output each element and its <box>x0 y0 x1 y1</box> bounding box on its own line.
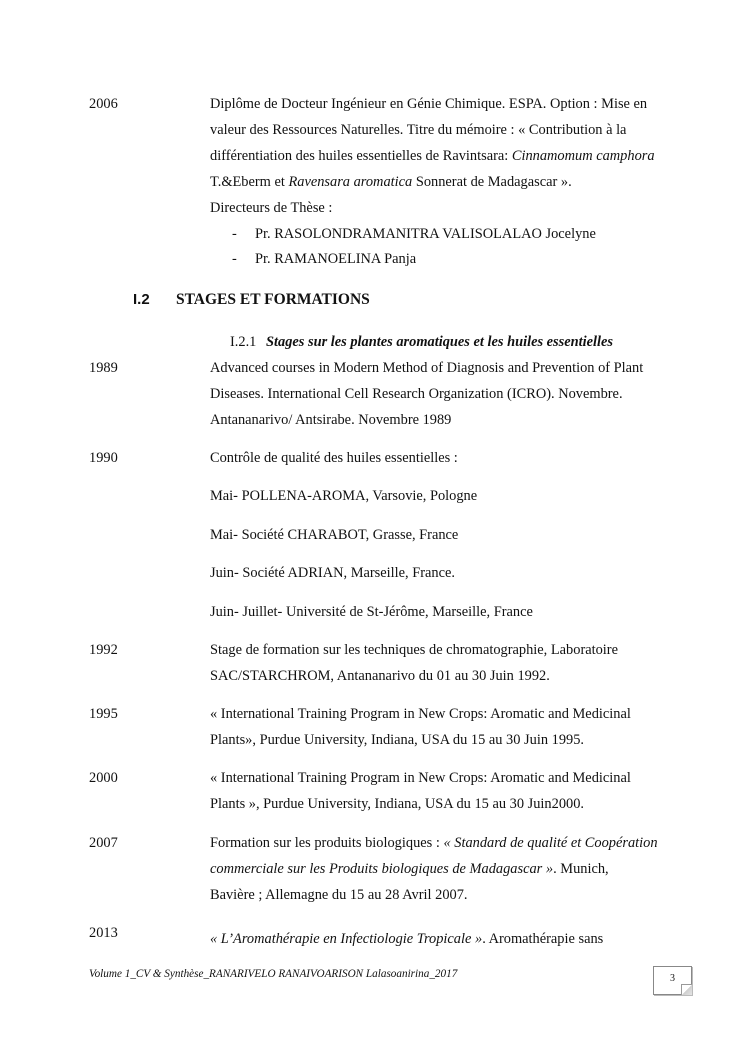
page-footer: Volume 1_CV & Synthèse_RANARIVELO RANAIVOARISON Lalasoanirina_2017 <box>89 968 458 980</box>
entry-line: Stage de formation sur les techniques de chromatographie, Laboratoire <box>210 642 618 658</box>
entry-italic-text: « L’Aromathérapie en Infectiologie Tropicale » <box>210 931 483 947</box>
page-corner-fold <box>681 984 692 995</box>
entry-line: Bavière ; Allemagne du 15 au 28 Avril 2007. <box>210 887 468 903</box>
entry-line: Directeurs de Thèse : <box>210 200 333 216</box>
entry-line: Diseases. International Cell Research Organization (ICRO). Novembre. <box>210 386 623 402</box>
entry-italic-text: commerciale sur les Produits biologiques de Madagascar » <box>210 861 554 877</box>
entry-year: 2007 <box>89 835 118 851</box>
subsection-number: I.2.1 <box>230 334 257 350</box>
entry-year: 1990 <box>89 450 118 466</box>
entry-year: 2013 <box>89 925 118 941</box>
subsection-title: Stages sur les plantes aromatiques et les huiles essentielles <box>266 334 613 350</box>
entry-text: . Aromathérapie sans <box>482 931 604 947</box>
entry-line <box>210 931 603 948</box>
director-name: Pr. RAMANOELINA Panja <box>255 251 417 267</box>
entry-year: 1995 <box>89 706 118 722</box>
species-name: Ravensara aromatica <box>288 174 413 190</box>
entry-line: Juin- Juillet- Université de St-Jérôme, Marseille, France <box>210 604 533 620</box>
entry-line: « International Training Program in New Crops: Aromatic and Medicinal <box>210 770 631 786</box>
entry-line: SAC/STARCHROM, Antananarivo du 01 au 30 Juin 1992. <box>210 668 550 684</box>
page-number: 3 <box>670 973 675 984</box>
entry-line: valeur des Ressources Naturelles. Titre du mémoire : « Contribution à la <box>210 122 627 138</box>
entry-year: 2000 <box>89 770 118 786</box>
entry-line: Diplôme de Docteur Ingénieur en Génie Chimique. ESPA. Option : Mise en <box>210 96 648 112</box>
entry-line <box>210 148 655 165</box>
entry-line <box>210 861 609 878</box>
list-bullet: - <box>232 251 237 267</box>
entry-line: Plants», Purdue University, Indiana, USA du 15 au 30 Juin 1995. <box>210 732 585 748</box>
entry-year: 1992 <box>89 642 118 658</box>
entry-text: Sonnerat de Madagascar ». <box>412 174 572 190</box>
entry-line: « International Training Program in New Crops: Aromatic and Medicinal <box>210 706 631 722</box>
entry-italic-text: « Standard de qualité et Coopération <box>443 835 658 851</box>
section-number: I.2 <box>133 291 150 308</box>
list-bullet: - <box>232 226 237 242</box>
page-number-box <box>653 966 692 995</box>
entry-year: 1989 <box>89 360 118 376</box>
entry-line: Plants », Purdue University, Indiana, USA du 15 au 30 Juin2000. <box>210 796 585 812</box>
species-name: Cinnamomum camphora <box>511 148 655 164</box>
entry-year: 2006 <box>89 96 118 112</box>
entry-text: différentiation des huiles essentielles de Ravintsara: <box>210 148 512 164</box>
entry-text: Formation sur les produits biologiques : <box>210 835 444 851</box>
entry-line: Juin- Société ADRIAN, Marseille, France. <box>210 565 455 581</box>
section-title: STAGES ET FORMATIONS <box>176 291 370 308</box>
entry-line: Mai- POLLENA-AROMA, Varsovie, Pologne <box>210 488 478 504</box>
entry-text: T.&Eberm et <box>210 174 289 190</box>
entry-line: Antananarivo/ Antsirabe. Novembre 1989 <box>210 412 452 428</box>
entry-line <box>210 835 658 852</box>
entry-line: Advanced courses in Modern Method of Diagnosis and Prevention of Plant <box>210 360 644 376</box>
entry-line: Mai- Société CHARABOT, Grasse, France <box>210 527 459 543</box>
entry-text: . Munich, <box>553 861 609 877</box>
entry-line: Contrôle de qualité des huiles essentielles : <box>210 450 458 466</box>
director-name: Pr. RASOLONDRAMANITRA VALISOLALAO Jocelyne <box>255 226 596 242</box>
entry-line <box>210 174 572 191</box>
